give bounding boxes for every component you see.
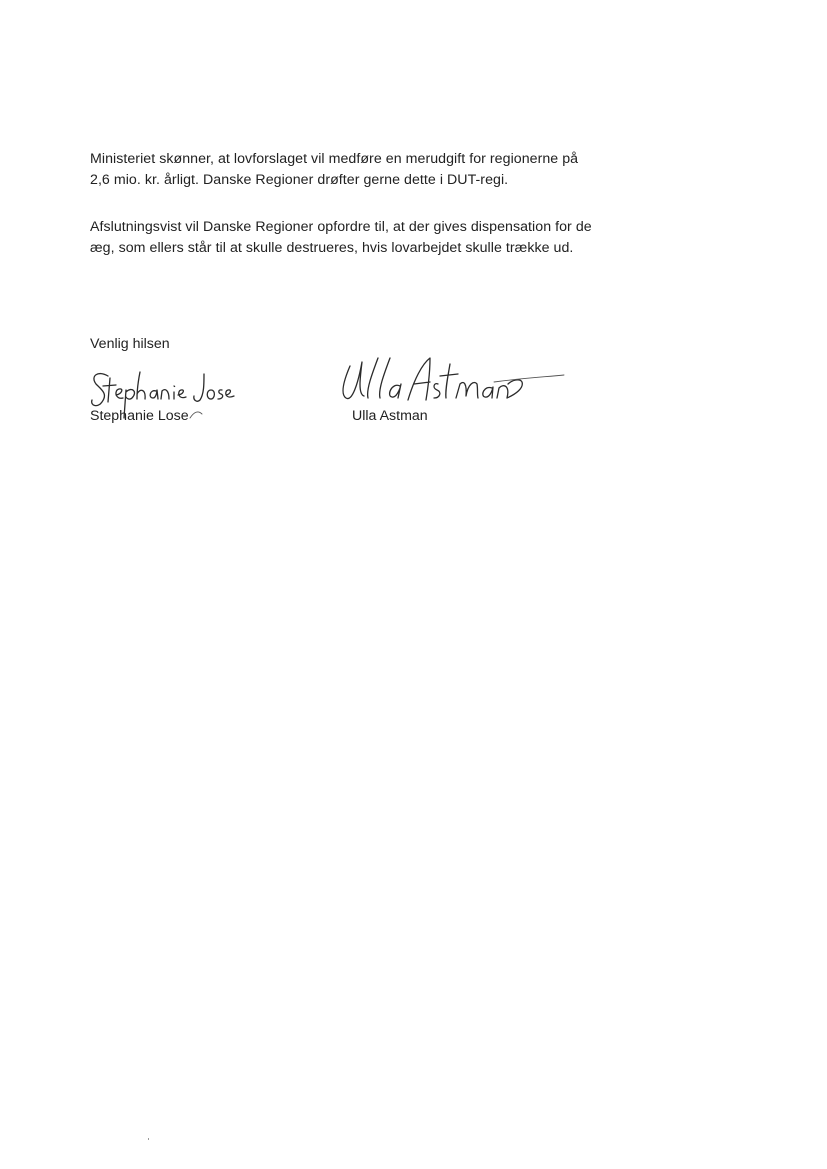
paragraph-line: Ministeriet skønner, at lovforslaget vil medføre en merudgift for regionerne på <box>90 151 579 167</box>
closing-salutation: Venlig hilsen <box>90 336 170 352</box>
signatory-name-ulla-astman: Ulla Astman <box>352 408 428 424</box>
signatory-name-stephanie-lose: Stephanie Lose <box>90 408 189 424</box>
paragraph-line: æg, som ellers står til at skulle destrueres, hvis lovarbejdet skulle trække ud. <box>90 240 574 256</box>
scan-speck <box>148 1138 149 1140</box>
body-paragraph-dispensation <box>90 217 630 259</box>
paragraph-line: 2,6 mio. kr. årligt. Danske Regioner drøfter gerne dette i DUT-regi. <box>90 172 509 188</box>
body-paragraph-budget <box>90 149 630 191</box>
paragraph-line: Afslutningsvist vil Danske Regioner opfordre til, at der gives dispensation for de <box>90 219 592 235</box>
